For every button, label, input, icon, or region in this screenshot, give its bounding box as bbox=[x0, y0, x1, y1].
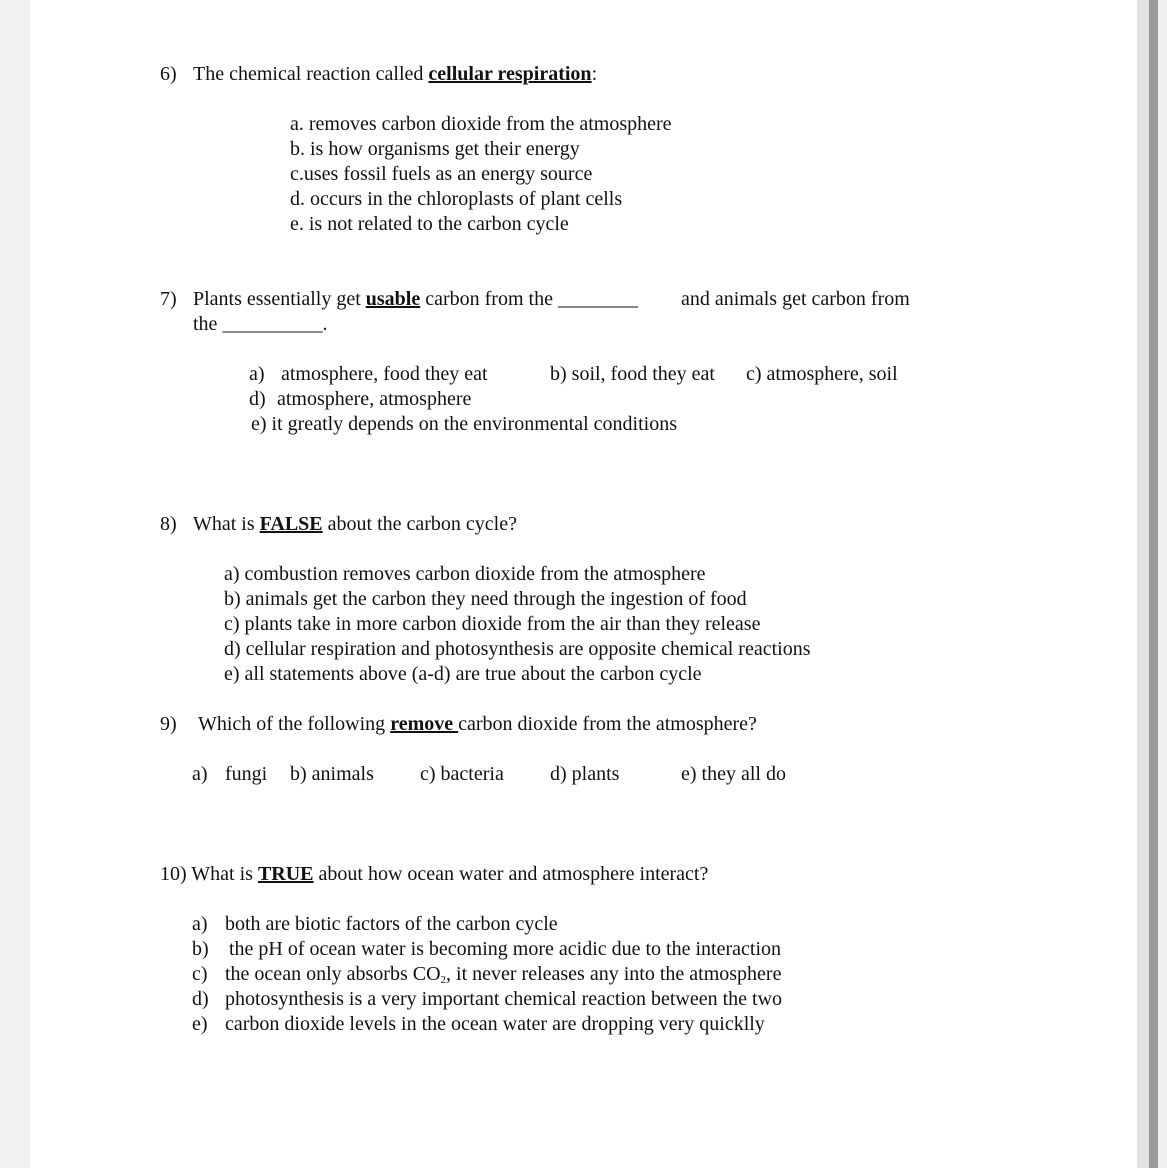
option-letter: d) bbox=[249, 388, 266, 410]
option: carbon dioxide levels in the ocean water are dropping very quicklly bbox=[225, 1013, 765, 1035]
option: c.uses fossil fuels as an energy source bbox=[290, 163, 593, 185]
option: b) animals get the carbon they need through the ingestion of food bbox=[224, 588, 747, 610]
option: b) soil, food they eat bbox=[550, 363, 715, 385]
option-letter: a) bbox=[249, 363, 265, 385]
question-number: 8) bbox=[160, 513, 177, 535]
option: photosynthesis is a very important chemical reaction between the two bbox=[225, 988, 783, 1010]
option: e) all statements above (a-d) are true about the carbon cycle bbox=[224, 663, 702, 685]
question-8-text: What is FALSE about the carbon cycle? bbox=[193, 513, 517, 535]
page-edge bbox=[1137, 0, 1149, 1168]
option-letter: a) bbox=[192, 913, 208, 935]
option: c) atmosphere, soil bbox=[746, 363, 898, 385]
option: fungi bbox=[225, 763, 268, 785]
option: e) it greatly depends on the environmental conditions bbox=[251, 413, 677, 435]
option: d. occurs in the chloroplasts of plant cells bbox=[290, 188, 623, 210]
option: c) bacteria bbox=[420, 763, 504, 785]
option-letter: e) bbox=[192, 1013, 208, 1035]
option-letter: b) bbox=[192, 938, 209, 960]
scrollbar[interactable] bbox=[1149, 0, 1158, 1168]
option: d) plants bbox=[550, 763, 620, 785]
option: atmosphere, atmosphere bbox=[277, 388, 472, 410]
option: b) animals bbox=[290, 763, 374, 785]
option: c) plants take in more carbon dioxide from the air than they release bbox=[224, 613, 761, 635]
question-7-line2: the __________. bbox=[193, 313, 328, 335]
question-10-text: 10) What is TRUE about how ocean water and atmosphere interact? bbox=[160, 863, 709, 885]
option: e) they all do bbox=[681, 763, 786, 785]
option: e. is not related to the carbon cycle bbox=[290, 213, 569, 235]
question-number: 9) bbox=[160, 713, 177, 735]
option: atmosphere, food they eat bbox=[281, 363, 488, 385]
option: both are biotic factors of the carbon cycle bbox=[225, 913, 558, 935]
question-7-text: Plants essentially get usable carbon from the ________ bbox=[193, 288, 638, 310]
question-number: 6) bbox=[160, 63, 177, 85]
option-letter: a) bbox=[192, 763, 208, 785]
option: a. removes carbon dioxide from the atmosphere bbox=[290, 113, 672, 135]
option: a) combustion removes carbon dioxide from the atmosphere bbox=[224, 563, 706, 585]
option: d) cellular respiration and photosynthesis are opposite chemical reactions bbox=[224, 638, 811, 660]
page-edge bbox=[1158, 0, 1167, 1168]
question-7-text-cont: and animals get carbon from bbox=[681, 288, 910, 310]
option-letter: c) bbox=[192, 963, 208, 985]
option: the ocean only absorbs $CO_2$, it never releases any into the atmosphere bbox=[225, 963, 782, 986]
question-6-text: The chemical reaction called cellular respiration: bbox=[193, 63, 598, 85]
question-number: 7) bbox=[160, 288, 177, 310]
question-9-text: Which of the following remove carbon dioxide from the atmosphere? bbox=[198, 713, 757, 735]
option: b. is how organisms get their energy bbox=[290, 138, 580, 160]
option: the pH of ocean water is becoming more acidic due to the interaction bbox=[229, 938, 782, 960]
option-letter: d) bbox=[192, 988, 209, 1010]
